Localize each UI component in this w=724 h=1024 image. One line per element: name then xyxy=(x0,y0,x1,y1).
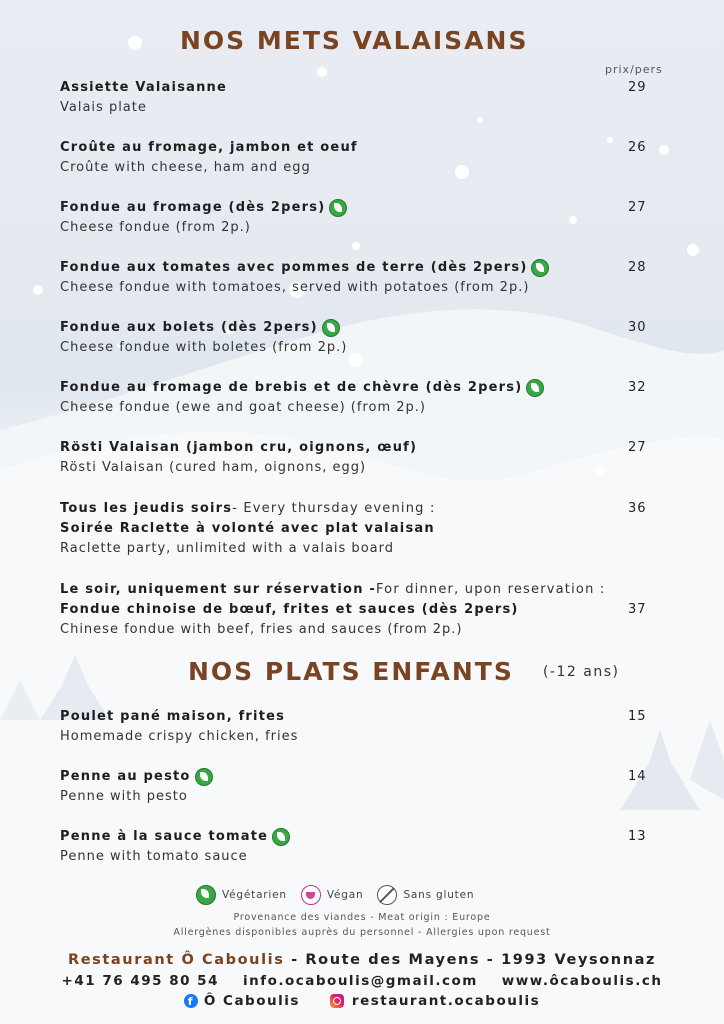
instagram-link[interactable]: restaurant.ocaboulis xyxy=(351,993,541,1009)
leaf-icon xyxy=(322,319,340,337)
item-translation: Cheese fondue (ewe and goat cheese) (from 2p.) xyxy=(60,400,426,415)
item-translation: Penne with tomato sauce xyxy=(60,849,248,864)
item-price: 36 xyxy=(628,501,647,516)
restaurant-address-line xyxy=(0,952,724,968)
menu-item-croute-fromage xyxy=(60,138,670,178)
allergen-note: Allergènes disponibles auprès du personnel - Allergies upon request xyxy=(173,927,551,938)
leaf-icon xyxy=(531,259,549,277)
menu-item-penne-pesto xyxy=(60,767,670,807)
item-name: Rösti Valaisan (jambon cru, oignons, œuf) xyxy=(60,440,418,455)
leaf-icon xyxy=(526,379,544,397)
menu-item-rosti-valaisan xyxy=(60,438,670,478)
item-price: 29 xyxy=(628,80,647,95)
gluten-free-icon xyxy=(377,885,397,905)
section-title-kids: NOS PLATS ENFANTS xyxy=(188,657,514,686)
facebook-icon: f xyxy=(184,994,198,1008)
price-column-header: prix/pers xyxy=(605,63,663,76)
website-link[interactable]: www.ôcaboulis.ch xyxy=(501,973,663,989)
item-translation: Rösti Valaisan (cured ham, oignons, egg) xyxy=(60,460,367,475)
item-translation: Chinese fondue with beef, fries and sauces (from 2p.) xyxy=(60,622,463,637)
leaf-icon xyxy=(196,885,216,905)
facebook-link[interactable]: Ô Caboulis xyxy=(203,993,300,1009)
restaurant-name: Restaurant Ô Caboulis xyxy=(67,952,285,968)
menu-item-penne-tomate xyxy=(60,827,670,867)
legend-label: Végétarien xyxy=(222,889,287,901)
item-translation: Cheese fondue with tomatoes, served with potatoes (from 2p.) xyxy=(60,280,530,295)
menu-item-fondue-chinoise xyxy=(60,580,670,640)
item-lead-note: For dinner, upon reservation : xyxy=(375,582,606,597)
item-name: Assiette Valaisanne xyxy=(60,80,228,95)
item-name: Fondue au fromage de brebis et de chèvre (dès 2pers) xyxy=(60,380,523,395)
item-name: Penne au pesto xyxy=(60,769,191,784)
item-lead-note: - Every thursday evening : xyxy=(232,501,436,516)
item-price: 32 xyxy=(628,380,647,395)
item-price: 14 xyxy=(628,769,647,784)
item-translation: Cheese fondue with boletes (from 2p.) xyxy=(60,340,348,355)
contact-line xyxy=(0,973,724,989)
item-price: 28 xyxy=(628,260,647,275)
item-name: Fondue aux bolets (dès 2pers) xyxy=(60,320,318,335)
legend-gluten-free xyxy=(377,885,474,905)
kids-age-note: (-12 ans) xyxy=(543,664,620,680)
menu-item-fondue-fromage xyxy=(60,198,670,238)
item-name: Penne à la sauce tomate xyxy=(60,829,269,844)
meat-origin-note: Provenance des viandes - Meat origin : Europe xyxy=(233,912,491,923)
item-translation: Valais plate xyxy=(60,100,147,115)
legend-vegan xyxy=(301,885,364,905)
menu-item-fondue-brebis-chevre xyxy=(60,378,670,418)
leaf-icon xyxy=(329,199,347,217)
menu-item-fondue-bolets xyxy=(60,318,670,358)
item-translation: Raclette party, unlimited with a valais board xyxy=(60,541,394,556)
menu-item-poulet-pane xyxy=(60,707,670,747)
menu-item-fondue-tomates xyxy=(60,258,670,298)
item-translation: Penne with pesto xyxy=(60,789,188,804)
item-lead: Le soir, uniquement sur réservation - xyxy=(60,582,376,597)
social-line xyxy=(0,993,724,1009)
item-translation: Homemade crispy chicken, fries xyxy=(60,729,299,744)
item-price: 27 xyxy=(628,200,647,215)
leaf-icon xyxy=(195,768,213,786)
phone-number[interactable]: +41 76 495 80 54 xyxy=(61,973,219,989)
leaf-icon xyxy=(272,828,290,846)
menu-item-assiette-valaisanne xyxy=(60,78,670,118)
item-name: Fondue au fromage (dès 2pers) xyxy=(60,200,326,215)
email-link[interactable]: info.ocaboulis@gmail.com xyxy=(242,973,478,989)
item-translation: Cheese fondue (from 2p.) xyxy=(60,220,251,235)
restaurant-address: - Route des Mayens - 1993 Veysonnaz xyxy=(284,952,657,968)
item-name: Soirée Raclette à volonté avec plat valaisan xyxy=(60,521,435,536)
legend-label: Végan xyxy=(326,889,364,901)
item-name: Fondue chinoise de bœuf, frites et sauces (dès 2pers) xyxy=(60,602,519,617)
section-title-valais-dishes: NOS METS VALAISANS xyxy=(180,26,529,55)
item-translation: Croûte with cheese, ham and egg xyxy=(60,160,311,175)
item-price: 37 xyxy=(628,602,647,617)
item-name: Poulet pané maison, frites xyxy=(60,709,286,724)
item-price: 30 xyxy=(628,320,647,335)
legend-label: Sans gluten xyxy=(403,889,475,901)
menu-item-raclette-evening xyxy=(60,499,670,559)
instagram-icon xyxy=(330,994,344,1008)
item-name: Croûte au fromage, jambon et oeuf xyxy=(60,140,358,155)
item-lead: Tous les jeudis soirs xyxy=(60,501,233,516)
vegan-icon xyxy=(301,885,321,905)
legend-vegetarian xyxy=(196,885,287,905)
item-price: 13 xyxy=(628,829,647,844)
diet-legend xyxy=(196,885,488,905)
item-name: Fondue aux tomates avec pommes de terre (dès 2pers) xyxy=(60,260,528,275)
item-price: 15 xyxy=(628,709,647,724)
item-price: 26 xyxy=(628,140,647,155)
item-price: 27 xyxy=(628,440,647,455)
